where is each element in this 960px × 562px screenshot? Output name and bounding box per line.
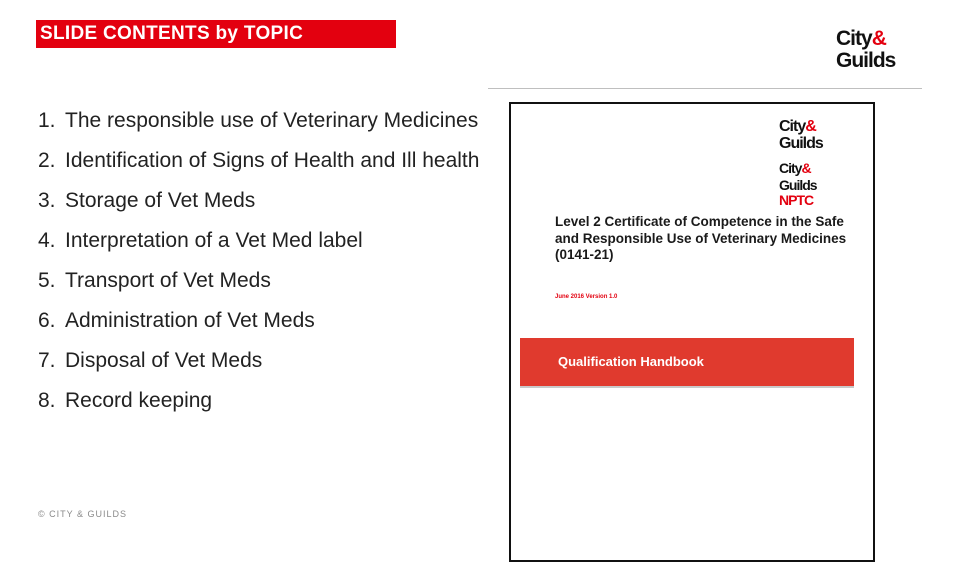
city-guilds-logo — [836, 28, 926, 72]
topic-text: Interpretation of a Vet Med label — [65, 229, 363, 252]
slide-title-topic: TOPIC — [238, 23, 304, 44]
cover-handbook-band: Qualification Handbook — [520, 338, 854, 386]
nptc-logo-line2: Guilds — [779, 177, 817, 193]
topic-text: Record keeping — [65, 389, 213, 412]
topic-text: Administration of Vet Meds — [65, 309, 315, 332]
topic-text: The responsible use of Veterinary Medicines — [65, 109, 479, 132]
slide-title-by: by — [215, 23, 239, 44]
list-item — [38, 266, 488, 295]
cover-logo — [779, 118, 823, 152]
cover-logo-line1: City& — [779, 118, 816, 135]
list-item — [38, 226, 488, 255]
cover-band-shadow — [520, 386, 854, 388]
list-item — [38, 346, 488, 375]
topic-text: Transport of Vet Meds — [65, 269, 271, 292]
topic-number: 4. — [38, 229, 56, 252]
topic-number: 8. — [38, 389, 56, 412]
cover-logo-line2: Guilds — [779, 135, 823, 152]
topic-text: Identification of Signs of Health and Ill health — [65, 149, 480, 172]
list-item — [38, 386, 488, 415]
topic-text: Disposal of Vet Meds — [65, 349, 263, 372]
copyright-footer: © CITY & GUILDS — [38, 509, 127, 519]
slide-title-main: SLIDE CONTENTS — [40, 23, 216, 44]
header-divider — [488, 88, 922, 89]
topic-number: 5. — [38, 269, 56, 292]
cover-title: Level 2 Certificate of Competence in the Safe and Responsible Use of Veterinary Medicines (0141-21) — [555, 214, 847, 262]
handbook-cover-image — [509, 102, 875, 562]
nptc-logo — [779, 160, 817, 208]
cover-version-date: June 2016 Version 1.0 — [555, 294, 618, 300]
topic-number: 3. — [38, 189, 56, 212]
topic-number: 6. — [38, 309, 56, 332]
list-item — [38, 306, 488, 335]
slide-title — [36, 20, 396, 48]
topic-list — [38, 106, 488, 426]
logo-line1: City& — [836, 27, 886, 50]
list-item — [38, 186, 488, 215]
nptc-logo-line3: NPTC — [779, 192, 814, 208]
topic-text: Storage of Vet Meds — [65, 189, 256, 212]
list-item — [38, 146, 488, 175]
list-item — [38, 106, 488, 135]
topic-number: 7. — [38, 349, 56, 372]
topic-number: 1. — [38, 109, 56, 132]
nptc-logo-line1: City& — [779, 160, 811, 176]
topic-number: 2. — [38, 149, 56, 172]
logo-ampersand: & — [871, 27, 886, 50]
logo-line2: Guilds — [836, 49, 896, 72]
